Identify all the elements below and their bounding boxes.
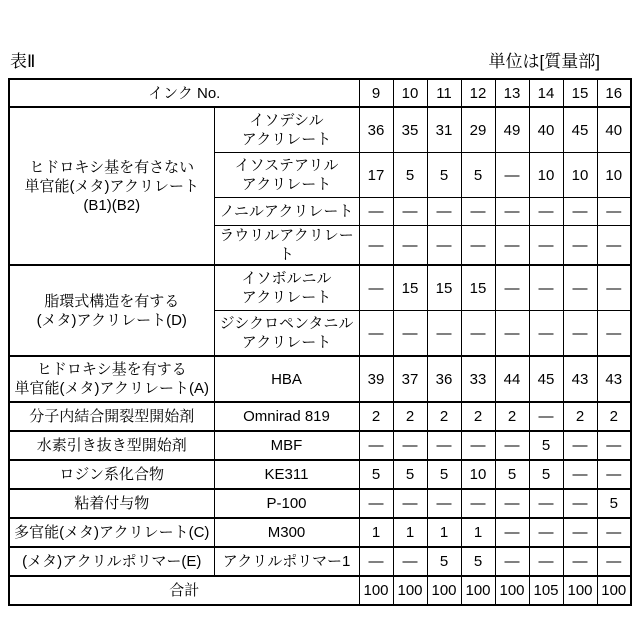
total-value-cell: 105 [529,576,563,605]
value-cell: 44 [495,356,529,402]
value-cell: 1 [461,518,495,547]
value-cell: ― [529,518,563,547]
value-cell: ― [393,431,427,460]
table-row [9,265,631,311]
value-cell: ― [495,431,529,460]
total-value-cell: 100 [427,576,461,605]
component-name-cell: Omnirad 819 [214,402,359,431]
value-cell: ― [529,198,563,226]
component-name-cell: M300 [214,518,359,547]
value-cell: ― [563,311,597,357]
value-cell: 36 [359,107,393,153]
value-cell: ― [495,153,529,198]
value-cell: ― [529,547,563,576]
value-cell: ― [427,226,461,266]
component-name-cell: イソステアリル アクリレート [214,153,359,198]
value-cell: ― [393,226,427,266]
value-cell: ― [529,265,563,311]
value-cell: ― [563,226,597,266]
value-cell: ― [461,198,495,226]
value-cell: 2 [393,402,427,431]
value-cell: ― [461,431,495,460]
value-cell: ― [495,311,529,357]
value-cell: ― [359,226,393,266]
value-cell: ― [359,489,393,518]
table-row [9,356,631,402]
group-label-cell: ロジン系化合物 [9,460,214,489]
value-cell: 5 [393,460,427,489]
value-cell: ― [393,489,427,518]
table-row [9,402,631,431]
table-row [9,431,631,460]
value-cell: 5 [597,489,631,518]
value-cell: ― [359,198,393,226]
value-cell: 5 [359,460,393,489]
value-cell: ― [529,226,563,266]
total-label-cell: 合計 [9,576,359,605]
value-cell: ― [495,489,529,518]
value-cell: ― [393,311,427,357]
value-cell: ― [461,311,495,357]
value-cell: 15 [427,265,461,311]
value-cell: ― [597,460,631,489]
component-name-cell: MBF [214,431,359,460]
ink-number-header: 14 [529,79,563,107]
value-cell: 5 [427,153,461,198]
value-cell: 39 [359,356,393,402]
group-label-cell: 多官能(メタ)アクリレート(C) [9,518,214,547]
group-label-cell: 水素引き抜き型開始剤 [9,431,214,460]
value-cell: 37 [393,356,427,402]
total-value-cell: 100 [393,576,427,605]
unit-label: 単位は[質量部] [488,52,600,71]
value-cell: ― [529,489,563,518]
table-caption: 表Ⅱ [10,52,36,71]
component-name-cell: ノニルアクリレート [214,198,359,226]
value-cell: ― [563,518,597,547]
table-row [9,460,631,489]
ink-no-header: インク No. [9,79,359,107]
value-cell: ― [563,198,597,226]
value-cell: 2 [359,402,393,431]
value-cell: ― [563,547,597,576]
value-cell: 2 [427,402,461,431]
component-name-cell: ラウリルアクリレート [214,226,359,266]
value-cell: 31 [427,107,461,153]
value-cell: 5 [529,431,563,460]
value-cell: 1 [427,518,461,547]
value-cell: 5 [529,460,563,489]
value-cell: ― [359,265,393,311]
value-cell: 2 [495,402,529,431]
value-cell: ― [495,198,529,226]
composition-table [8,78,632,606]
value-cell: 5 [427,547,461,576]
value-cell: ― [563,460,597,489]
value-cell: 5 [461,547,495,576]
value-cell: ― [427,489,461,518]
table-row [9,107,631,153]
value-cell: 15 [393,265,427,311]
value-cell: ― [359,547,393,576]
value-cell: 10 [597,153,631,198]
value-cell: ― [495,226,529,266]
value-cell: 1 [359,518,393,547]
value-cell: ― [597,198,631,226]
value-cell: ― [563,489,597,518]
table-row [9,518,631,547]
value-cell: 15 [461,265,495,311]
table-row [9,547,631,576]
component-name-cell: P-100 [214,489,359,518]
header-row [9,79,631,107]
value-cell: 5 [393,153,427,198]
value-cell: 10 [563,153,597,198]
component-name-cell: HBA [214,356,359,402]
ink-number-header: 12 [461,79,495,107]
component-name-cell: イソボルニル アクリレート [214,265,359,311]
value-cell: 43 [597,356,631,402]
value-cell: 33 [461,356,495,402]
value-cell: ― [359,431,393,460]
value-cell: ― [563,265,597,311]
value-cell: ― [427,431,461,460]
value-cell: 10 [529,153,563,198]
total-value-cell: 100 [461,576,495,605]
value-cell: 36 [427,356,461,402]
value-cell: 43 [563,356,597,402]
group-label-cell: ヒドロキシ基を有する 単官能(メタ)アクリレート(A) [9,356,214,402]
table-row [9,489,631,518]
group-label-cell: 粘着付与物 [9,489,214,518]
value-cell: 29 [461,107,495,153]
value-cell: 10 [461,460,495,489]
ink-number-header: 13 [495,79,529,107]
value-cell: 40 [529,107,563,153]
total-value-cell: 100 [359,576,393,605]
value-cell: 2 [597,402,631,431]
value-cell: ― [529,402,563,431]
group-label-cell: ヒドロキシ基を有さない 単官能(メタ)アクリレート (B1)(B2) [9,107,214,265]
table-body [9,107,631,605]
value-cell: 2 [563,402,597,431]
value-cell: ― [597,226,631,266]
value-cell: ― [461,226,495,266]
ink-number-header: 9 [359,79,393,107]
value-cell: 17 [359,153,393,198]
group-label-cell: (メタ)アクリルポリマー(E) [9,547,214,576]
value-cell: ― [393,198,427,226]
total-value-cell: 100 [563,576,597,605]
value-cell: ― [393,547,427,576]
value-cell: ― [529,311,563,357]
value-cell: ― [495,265,529,311]
total-value-cell: 100 [495,576,529,605]
value-cell: ― [597,518,631,547]
ink-number-header: 15 [563,79,597,107]
ink-number-header: 16 [597,79,631,107]
table-head [9,79,631,107]
ink-number-header: 10 [393,79,427,107]
total-value-cell: 100 [597,576,631,605]
group-label-cell: 脂環式構造を有する (メタ)アクリレート(D) [9,265,214,356]
value-cell: ― [427,311,461,357]
group-label-cell: 分子内結合開裂型開始剤 [9,402,214,431]
component-name-cell: アクリルポリマー1 [214,547,359,576]
value-cell: 5 [461,153,495,198]
value-cell: 40 [597,107,631,153]
value-cell: 49 [495,107,529,153]
value-cell: ― [563,431,597,460]
value-cell: 45 [529,356,563,402]
value-cell: 5 [427,460,461,489]
value-cell: 1 [393,518,427,547]
value-cell: ― [597,311,631,357]
value-cell: 45 [563,107,597,153]
value-cell: ― [495,547,529,576]
value-cell: 35 [393,107,427,153]
component-name-cell: KE311 [214,460,359,489]
value-cell: ― [461,489,495,518]
value-cell: 5 [495,460,529,489]
total-row [9,576,631,605]
ink-number-header: 11 [427,79,461,107]
value-cell: ― [597,265,631,311]
value-cell: ― [597,547,631,576]
value-cell: ― [359,311,393,357]
component-name-cell: イソデシル アクリレート [214,107,359,153]
component-name-cell: ジシクロペンタニル アクリレート [214,311,359,357]
value-cell: ― [597,431,631,460]
value-cell: 2 [461,402,495,431]
value-cell: ― [427,198,461,226]
value-cell: ― [495,518,529,547]
